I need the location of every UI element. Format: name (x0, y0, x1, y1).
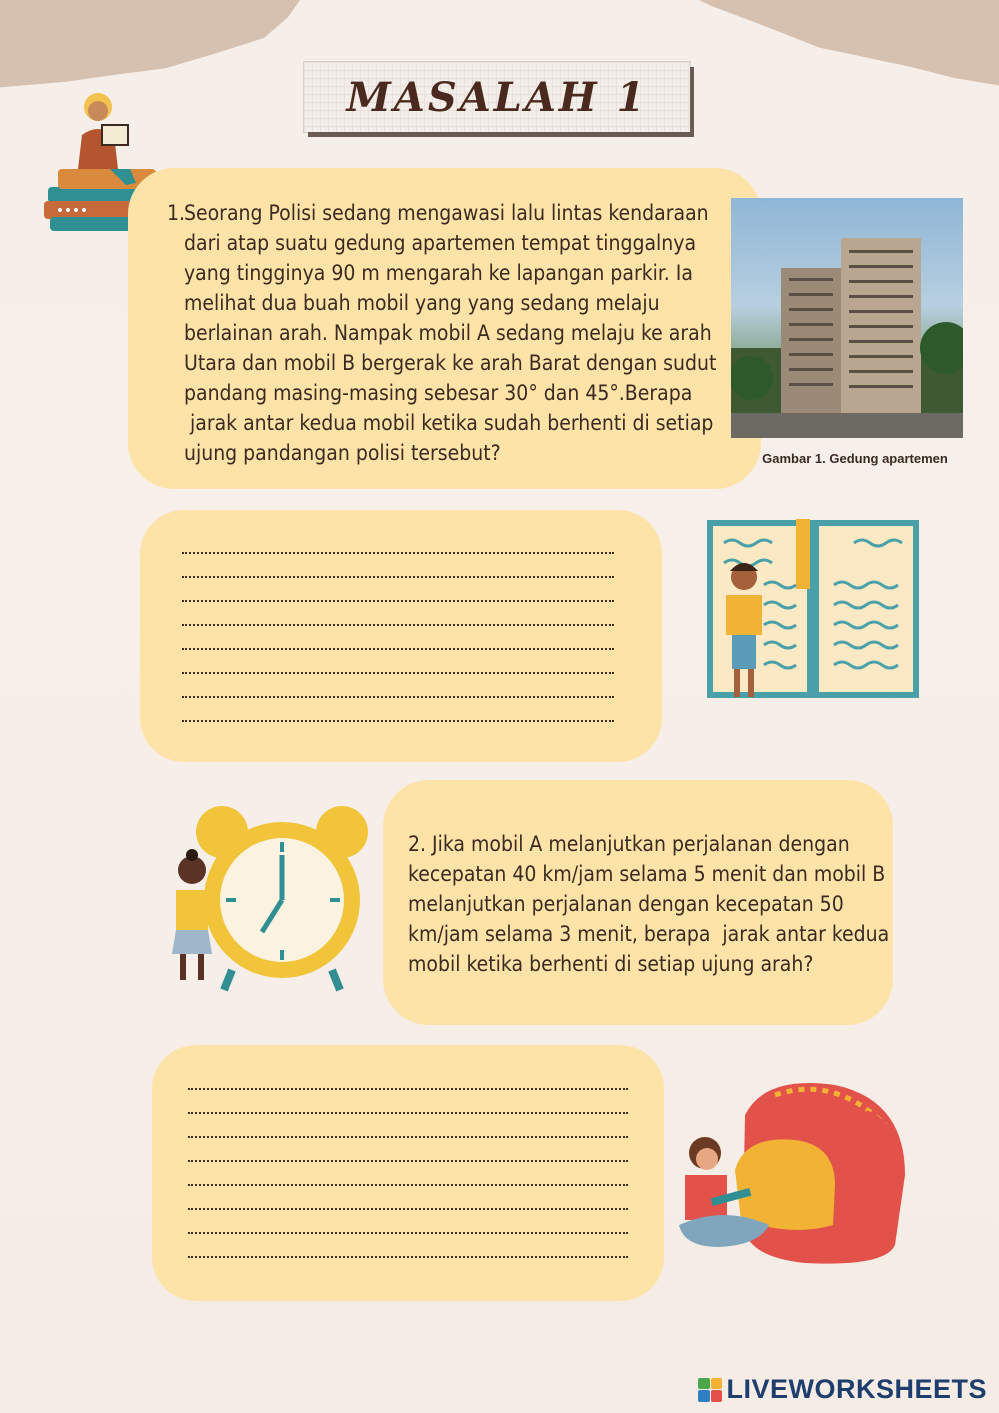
q1-line: pandang masing-masing sebesar 30° dan 45°.Berapa (184, 381, 693, 405)
q2-line: melanjutkan perjalanan dengan kecepatan 50 (408, 892, 844, 916)
answer-line[interactable] (188, 1186, 628, 1210)
q1-line: Utara dan mobil B bergerak ke arah Barat dengan sudut (184, 351, 717, 375)
answer-line[interactable] (182, 698, 614, 722)
answer-line[interactable] (182, 530, 614, 554)
page-title: MASALAH 1 (346, 73, 648, 121)
answer-line[interactable] (182, 650, 614, 674)
q1-line: yang tingginya 90 m mengarah ke lapangan parkir. Ia (184, 261, 693, 285)
title-box (304, 62, 690, 132)
torn-paper-left (0, 0, 300, 95)
q2-line: kecepatan 40 km/jam selama 5 menit dan mobil B (408, 862, 886, 886)
q1-line: dari atap suatu gedung apartemen tempat tinggalnya (184, 231, 697, 255)
liveworksheets-watermark (698, 1374, 987, 1405)
answer-line[interactable] (188, 1090, 628, 1114)
answer-line[interactable] (188, 1138, 628, 1162)
apartment-building-photo (731, 198, 963, 438)
q1-line: berlainan arah. Nampak mobil A sedang melaju ke arah (184, 321, 712, 345)
liveworksheets-logo-icon (698, 1378, 722, 1402)
question-2-text (408, 829, 888, 979)
image-caption: Gambar 1. Gedung apartemen (762, 451, 948, 466)
answer-line[interactable] (182, 602, 614, 626)
girl-with-alarm-clock-icon (162, 800, 372, 995)
answer-lines-1[interactable] (182, 530, 614, 722)
torn-paper-right (699, 0, 999, 95)
answer-line[interactable] (182, 674, 614, 698)
answer-line[interactable] (188, 1162, 628, 1186)
question-1-number: 1. (167, 201, 186, 225)
q1-line: ujung pandangan polisi tersebut? (184, 441, 501, 465)
answer-line[interactable] (182, 554, 614, 578)
answer-lines-2[interactable] (188, 1066, 628, 1258)
answer-line[interactable] (188, 1114, 628, 1138)
q1-line: Seorang Polisi sedang mengawasi lalu lintas kendaraan (184, 201, 709, 225)
answer-line[interactable] (188, 1210, 628, 1234)
boy-with-open-book-icon (704, 515, 926, 715)
q1-line: jarak antar kedua mobil ketika sudah berhenti di setiap (184, 411, 714, 435)
q2-line: mobil ketika berhenti di setiap ujung arah? (408, 952, 814, 976)
answer-line[interactable] (182, 626, 614, 650)
girl-reading-with-backpack-icon (665, 1075, 915, 1270)
q2-line: km/jam selama 3 menit, berapa jarak antar kedua (408, 922, 890, 946)
answer-line[interactable] (188, 1234, 628, 1258)
q1-line: melihat dua buah mobil yang yang sedang melaju (184, 291, 660, 315)
q2-line: 2. Jika mobil A melanjutkan perjalanan dengan (408, 832, 850, 856)
question-1-text (167, 198, 724, 468)
answer-line[interactable] (182, 578, 614, 602)
answer-line[interactable] (188, 1066, 628, 1090)
watermark-text: LIVEWORKSHEETS (726, 1374, 987, 1404)
